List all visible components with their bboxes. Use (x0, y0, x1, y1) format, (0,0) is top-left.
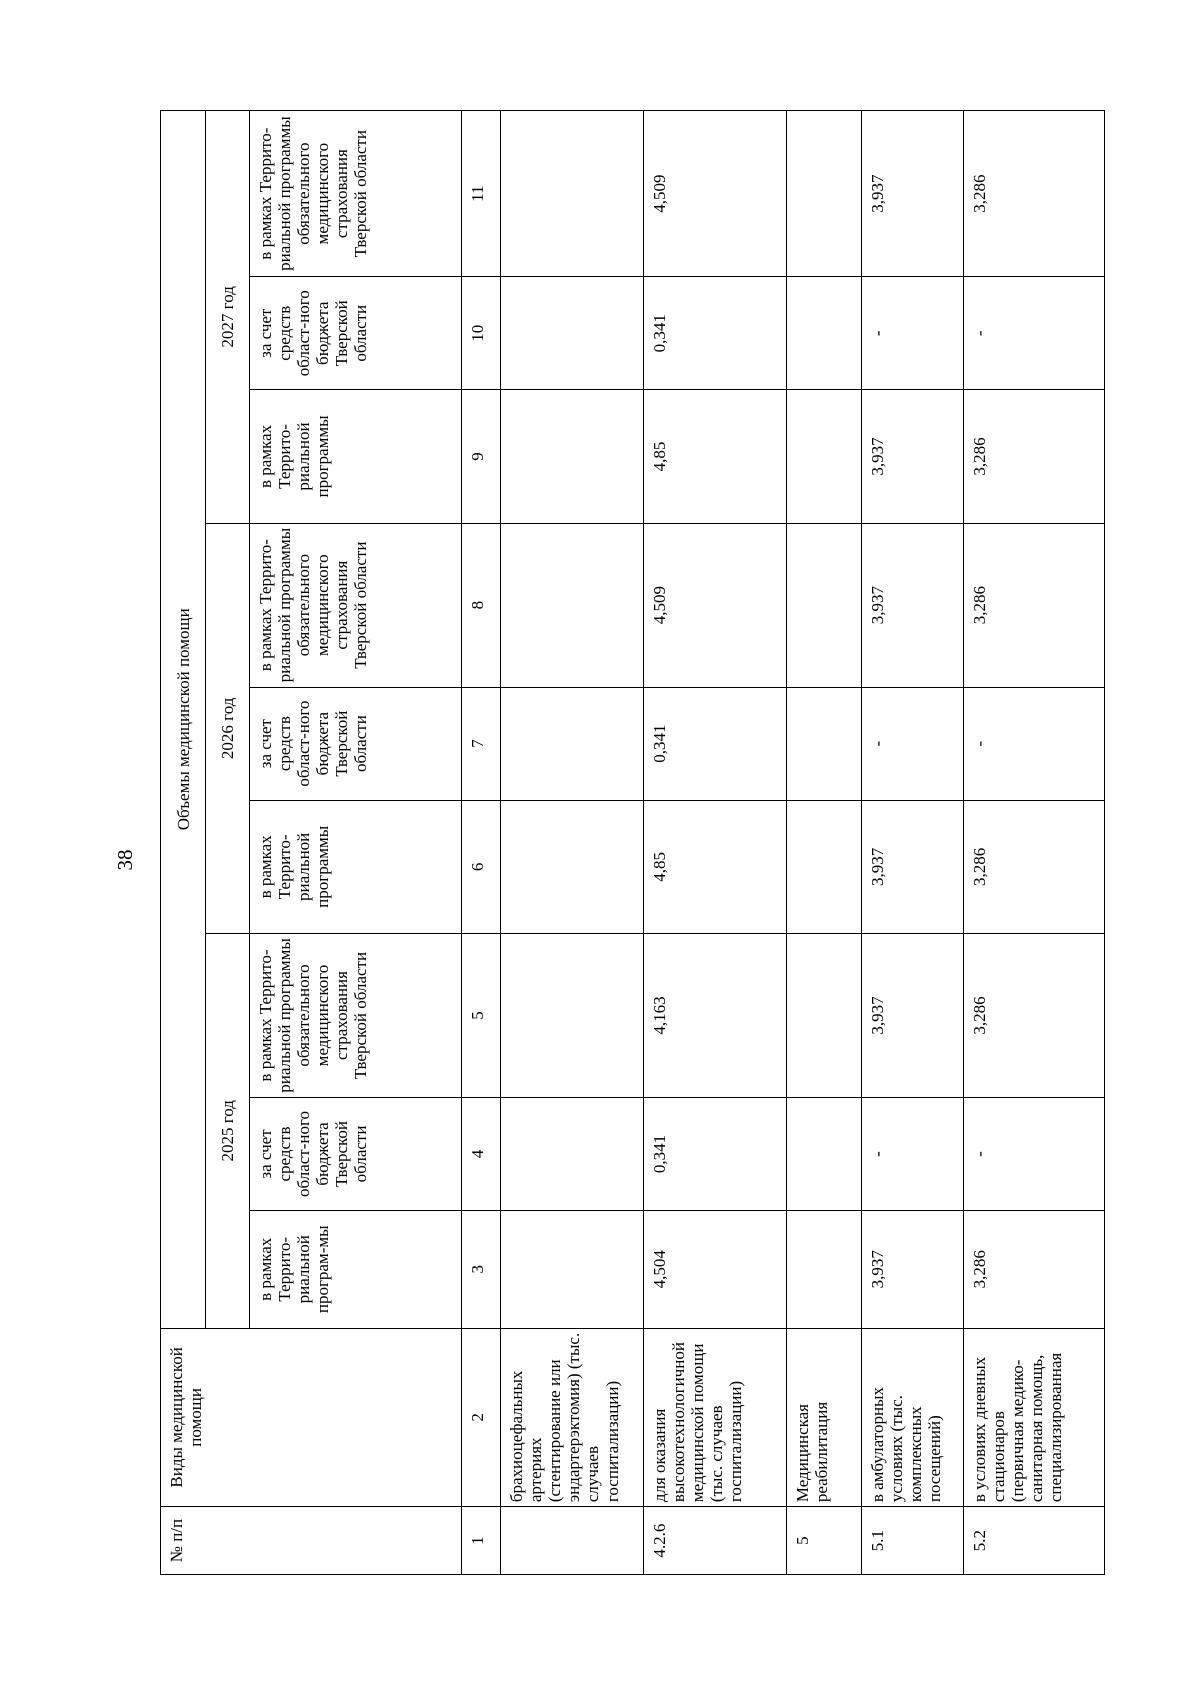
table-row (644, 111, 787, 1575)
row-value: 3,937 (861, 1211, 964, 1329)
table-container (160, 110, 1105, 1575)
subheader-2026-territorial: в рамках Террито-риальной программы (249, 800, 461, 933)
rotated-table-frame (160, 110, 1105, 1575)
subheader-2027-oms: в рамках Террито-риальной программы обязательного медицинского страхования Тверской области (249, 111, 461, 277)
row-value (786, 687, 861, 800)
row-value: 3,937 (861, 111, 964, 277)
row-value (786, 277, 861, 390)
medical-care-volumes-table (160, 110, 1105, 1575)
row-value: - (861, 687, 964, 800)
column-number-row (462, 111, 501, 1575)
row-number: 5.1 (861, 1507, 964, 1575)
row-value (786, 523, 861, 687)
header-row-1 (161, 111, 206, 1575)
row-value: 3,286 (964, 390, 1105, 523)
row-value: 3,286 (964, 934, 1105, 1098)
row-value: 3,937 (861, 523, 964, 687)
row-value: - (964, 277, 1105, 390)
row-care-type: для оказания высокотехнологичной медицинской помощи (тыс. случаев госпитализации) (644, 1328, 787, 1507)
column-number: 6 (462, 800, 501, 933)
row-value (786, 1097, 861, 1210)
subheader-2026-oms: в рамках Террито-риальной программы обязательного медицинского страхования Тверской области (249, 523, 461, 687)
row-value (501, 390, 644, 523)
row-value: 3,286 (964, 1211, 1105, 1329)
subheader-2025-regional-budget: за счет средств област-ного бюджета Тверской области (249, 1097, 461, 1210)
header-cell-volumes: Объемы медицинской помощи (161, 111, 206, 1329)
row-care-type: брахиоцефальных артериях (стентирование или эндартерэктомия) (тыс. случаев госпитализации) (501, 1328, 644, 1507)
row-value: 0,341 (644, 687, 787, 800)
row-value: 3,937 (861, 800, 964, 933)
subheader-2026-regional-budget: за счет средств област-ного бюджета Тверской области (249, 687, 461, 800)
header-cell-number: № п/п (161, 1507, 462, 1575)
row-care-type: в амбулаторных условиях (тыс. комплексных посещений) (861, 1328, 964, 1507)
row-value: 0,341 (644, 277, 787, 390)
header-year-2026: 2026 год (206, 523, 249, 933)
row-value: 4,504 (644, 1211, 787, 1329)
row-number (501, 1507, 644, 1575)
subheader-2025-territorial: в рамках Террито-риальной програм-мы (249, 1211, 461, 1329)
row-value: 3,286 (964, 523, 1105, 687)
row-value (501, 800, 644, 933)
row-value: - (861, 277, 964, 390)
row-value (786, 934, 861, 1098)
row-care-type: Медицинская реабилитация (786, 1328, 861, 1507)
row-value: 4,509 (644, 523, 787, 687)
row-value: 4,85 (644, 390, 787, 523)
row-value: 0,341 (644, 1097, 787, 1210)
row-value (786, 111, 861, 277)
row-value (501, 687, 644, 800)
column-number: 7 (462, 687, 501, 800)
row-value: 3,286 (964, 111, 1105, 277)
row-value: 3,937 (861, 390, 964, 523)
column-number: 1 (462, 1507, 501, 1575)
header-cell-care-type: Виды медицинской помощи (161, 1328, 462, 1507)
row-value: 3,286 (964, 800, 1105, 933)
header-year-2025: 2025 год (206, 934, 249, 1329)
column-number: 5 (462, 934, 501, 1098)
column-number: 10 (462, 277, 501, 390)
row-value: 3,937 (861, 934, 964, 1098)
row-number: 5.2 (964, 1507, 1105, 1575)
row-value: - (964, 687, 1105, 800)
subheader-2025-oms: в рамках Террито-риальной программы обязательного медицинского страхования Тверской области (249, 934, 461, 1098)
row-care-type: в условиях дневных стационаров (первичная медико-санитарная помощь, специализированная (964, 1328, 1105, 1507)
column-number: 4 (462, 1097, 501, 1210)
header-year-2027: 2027 год (206, 111, 249, 524)
row-value: - (861, 1097, 964, 1210)
column-number: 3 (462, 1211, 501, 1329)
row-value (786, 390, 861, 523)
table-row (964, 111, 1105, 1575)
row-number: 5 (786, 1507, 861, 1575)
row-value (786, 1211, 861, 1329)
column-number: 8 (462, 523, 501, 687)
table-row (501, 111, 644, 1575)
column-number: 9 (462, 390, 501, 523)
row-value (501, 934, 644, 1098)
column-number: 11 (462, 111, 501, 277)
row-value: 4,85 (644, 800, 787, 933)
row-value (501, 111, 644, 277)
column-number: 2 (462, 1328, 501, 1507)
row-value: 4,163 (644, 934, 787, 1098)
subheader-2027-regional-budget: за счет средств област-ного бюджета Тверской области (249, 277, 461, 390)
row-value (501, 277, 644, 390)
row-value (501, 523, 644, 687)
subheader-2027-territorial: в рамках Террито-риальной программы (249, 390, 461, 523)
table-row (786, 111, 861, 1575)
row-value: - (964, 1097, 1105, 1210)
row-value: 4,509 (644, 111, 787, 277)
row-number: 4.2.6 (644, 1507, 787, 1575)
row-value (501, 1211, 644, 1329)
page-number: 38 (112, 849, 137, 871)
row-value (786, 800, 861, 933)
table-row (861, 111, 964, 1575)
row-value (501, 1097, 644, 1210)
